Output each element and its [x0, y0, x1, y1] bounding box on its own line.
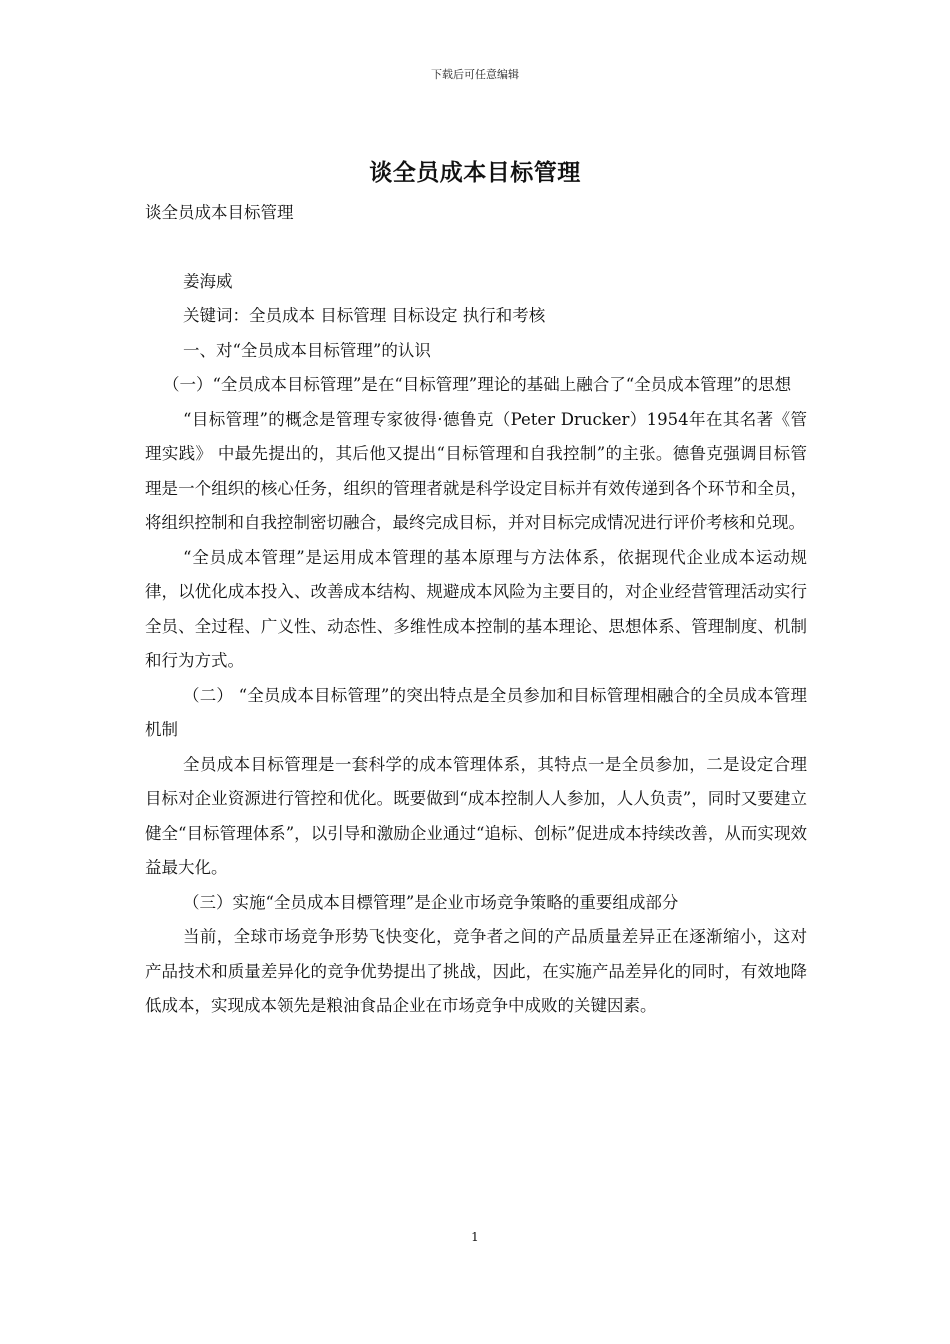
- subsection-heading-2: （二） “全员成本目标管理”的突出特点是全员参加和目标管理相融合的全员成本管理机制: [145, 685, 807, 739]
- document-subtitle: 谈全员成本目标管理: [145, 203, 294, 222]
- section-heading: 一、对“全员成本目标管理”的认识: [183, 340, 431, 360]
- blank-line: [145, 231, 807, 265]
- paragraph-3: 全员成本目标管理是一套科学的成本管理体系，其特点一是全员参加，二是设定合理目标对企业资源进行管控和优化。既要做到“成本控制人人参加，人人负责”，同时又要建立健全“目标管理体系”，以引导和激励企业通过“追标、创标”促进成本持续改善，从而实现效益最大化。: [145, 754, 807, 877]
- paragraph-4: 当前，全球市场竞争形势飞快变化，竞争者之间的产品质量差异正在逐渐缩小，这对产品技术和质量差异化的竞争优势提出了挑战，因此，在实施产品差异化的同时，有效地降低成本，实现成本领先是粮油食品企业在市场竞争中成败的关键因素。: [145, 927, 807, 1015]
- document-body: [145, 196, 807, 1024]
- keywords-line: 关键词：全员成本 目标管理 目标设定 执行和考核: [183, 306, 546, 325]
- header-note: 下载后可任意编辑: [431, 68, 519, 81]
- paragraph-2: “全员成本管理”是运用成本管理的基本原理与方法体系，依据现代企业成本运动规律，以优化成本投入、改善成本结构、规避成本风险为主要目的，对企业经营管理活动实行全员、全过程、广义性、动态性、多维性成本控制的基本理论、思想体系、管理制度、机制和行为方式。: [145, 547, 807, 670]
- document-title: 谈全员成本目标管理: [369, 160, 581, 186]
- subsection-heading-3: （三）实施“全员成本目標管理”是企业市场竞争策略的重要组成部分: [183, 892, 679, 912]
- author-name: 姜海威: [183, 271, 233, 291]
- page-number: 1: [471, 1230, 479, 1244]
- subsection-heading-1: （一）“全员成本目标管理”是在“目标管理”理论的基础上融合了“全员成本管理”的思想: [163, 375, 792, 394]
- paragraph-1: “目标管理”的概念是管理专家彼得·德鲁克（Peter Drucker）1954年在其名著《管理实践》 中最先提出的，其后他又提出“目标管理和自我控制”的主张。德鲁克强调目标管理是一个组织的核心任务，组织的管理者就是科学设定目标并有效传递到各个环节和全员，将组织控制和自我控制密切融合，最终完成目标，并对目标完成情况进行评价考核和兑现。: [145, 409, 807, 532]
